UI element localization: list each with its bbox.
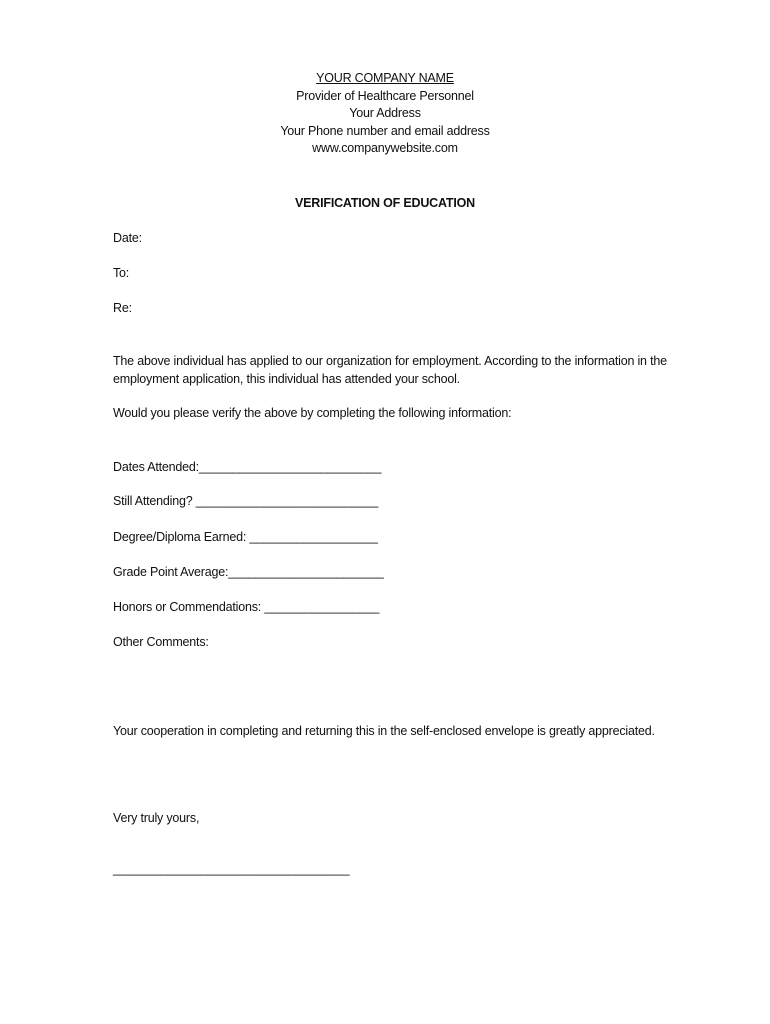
company-website: www.companywebsite.com bbox=[312, 141, 458, 156]
company-tagline: Provider of Healthcare Personnel bbox=[296, 88, 474, 103]
valediction: Very truly yours, bbox=[113, 811, 200, 825]
request-paragraph: Would you please verify the above by completing the following information: bbox=[113, 406, 512, 420]
re-field: Re: bbox=[113, 301, 132, 315]
gpa-field: Grade Point Average:_______________________ bbox=[113, 565, 384, 579]
to-field: To: bbox=[113, 266, 130, 280]
letterhead bbox=[0, 70, 770, 158]
closing-paragraph: Your cooperation in completing and returning this in the self-enclosed envelope is greatly appreciated. bbox=[113, 724, 655, 738]
document-title: VERIFICATION OF EDUCATION bbox=[295, 196, 475, 210]
company-address: Your Address bbox=[349, 106, 421, 121]
honors-field: Honors or Commendations: _________________ bbox=[113, 600, 380, 614]
still-attending-field: Still Attending? ___________________________ bbox=[113, 494, 379, 508]
signature-line: ___________________________________ bbox=[113, 862, 350, 876]
degree-field: Degree/Diploma Earned: ___________________ bbox=[113, 530, 378, 544]
intro-paragraph: The above individual has applied to our organization for employment. According to the information in the employment application, this individual has attended your school. bbox=[113, 354, 667, 386]
other-comments-field: Other Comments: bbox=[113, 635, 209, 649]
date-field: Date: bbox=[113, 231, 142, 245]
company-name: YOUR COMPANY NAME bbox=[316, 71, 454, 85]
dates-attended-field: Dates Attended:___________________________ bbox=[113, 460, 382, 474]
company-contact: Your Phone number and email address bbox=[280, 123, 490, 138]
